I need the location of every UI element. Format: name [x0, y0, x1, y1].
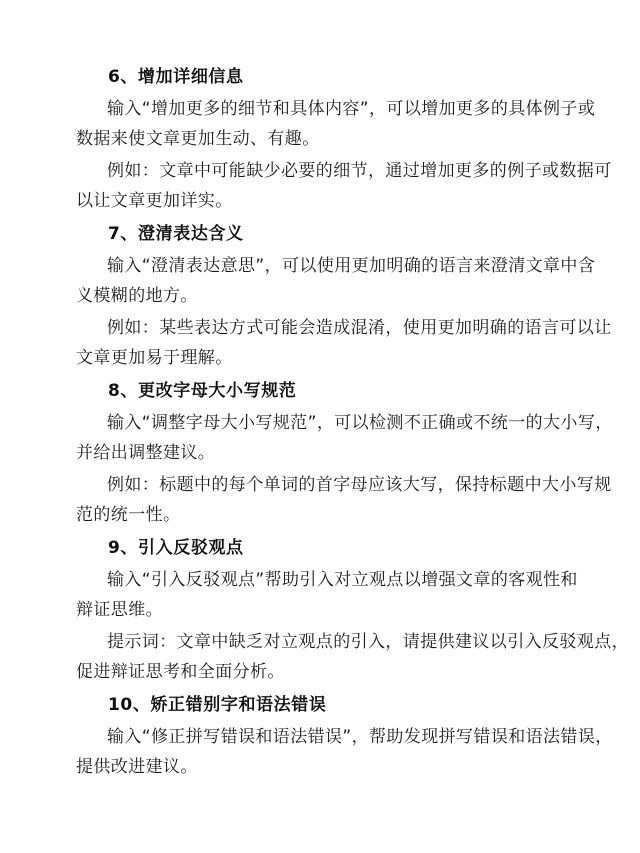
section-heading: 7、澄清表达含义 [108, 224, 244, 244]
paragraph-line: 并给出调整建议。 [76, 443, 216, 463]
paragraph-line: 输入“调整字母大小写规范”，可以检测不正确或不统一的大小写， [107, 413, 613, 433]
section-heading: 10、矫正错别字和语法错误 [108, 695, 327, 715]
paragraph-line: 文章更加易于理解。 [76, 348, 233, 368]
paragraph-line: 范的统一性。 [76, 505, 181, 525]
paragraph-line: 提示词：文章中缺乏对立观点的引入，请提供建议以引入反驳观点， [107, 632, 629, 652]
section-heading: 6、增加详细信息 [108, 67, 244, 87]
section-heading: 8、更改字母大小写规范 [108, 381, 297, 401]
paragraph-line: 促进辩证思考和全面分析。 [76, 662, 285, 682]
section-heading: 9、引入反驳观点 [108, 538, 244, 558]
paragraph-line: 输入“增加更多的细节和具体内容”，可以增加更多的具体例子或 [107, 99, 596, 119]
paragraph-line: 输入“引入反驳观点”帮助引入对立观点以增强文章的客观性和 [107, 570, 578, 590]
paragraph-line: 例如：文章中可能缺少必要的细节，通过增加更多的例子或数据可 [107, 161, 612, 181]
paragraph-line: 提供改进建议。 [76, 757, 198, 777]
paragraph-line: 以让文章更加详实。 [76, 191, 233, 211]
paragraph-line: 数据来使文章更加生动、有趣。 [76, 129, 320, 149]
paragraph-line: 例如：标题中的每个单词的首字母应该大写，保持标题中大小写规 [107, 475, 612, 495]
paragraph-line: 辩证思维。 [76, 600, 163, 620]
paragraph-line: 义模糊的地方。 [76, 286, 198, 306]
paragraph-line: 输入“修正拼写错误和语法错误”，帮助发现拼写错误和语法错误， [107, 727, 613, 747]
paragraph-line: 例如：某些表达方式可能会造成混淆，使用更加明确的语言可以让 [107, 318, 612, 338]
paragraph-line: 输入“澄清表达意思”，可以使用更加明确的语言来澄清文章中含 [107, 256, 596, 276]
